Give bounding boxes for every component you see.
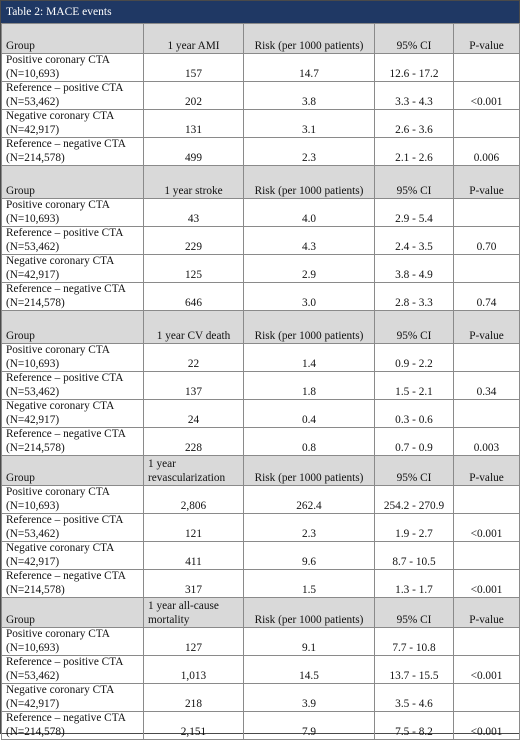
p-value-cell: 0.006: [454, 138, 520, 166]
p-value-cell: [454, 684, 520, 712]
group-name: Positive coronary CTA: [6, 199, 110, 211]
risk-cell: 7.9: [244, 712, 375, 740]
group-cell: [2, 570, 144, 598]
risk-cell: 14.7: [244, 54, 375, 82]
ci-column-header: 95% CI: [375, 456, 454, 486]
group-n: (N=42,917): [6, 268, 60, 281]
outcome-column-header: [144, 311, 244, 344]
group-n: (N=53,462): [6, 385, 60, 398]
events-cell: 229: [144, 227, 244, 255]
ci-column-header: 95% CI: [375, 24, 454, 54]
group-name: Reference – negative CTA: [6, 712, 126, 724]
group-name: Reference – positive CTA: [6, 656, 124, 668]
risk-cell: 3.9: [244, 684, 375, 712]
risk-column-header: Risk (per 1000 patients): [244, 24, 375, 54]
risk-cell: 4.3: [244, 227, 375, 255]
group-cell: [2, 712, 144, 740]
group-n: (N=214,578): [6, 151, 65, 164]
p-value-cell: [454, 255, 520, 283]
group-name: Negative coronary CTA: [6, 400, 115, 412]
table-row: [2, 255, 520, 283]
p-value-cell: [454, 542, 520, 570]
table-row: [2, 712, 520, 740]
risk-cell: 9.1: [244, 628, 375, 656]
outcome-label-line1: 1 year: [148, 458, 176, 470]
risk-cell: 3.8: [244, 82, 375, 110]
risk-cell: 4.0: [244, 199, 375, 227]
risk-cell: 3.0: [244, 283, 375, 311]
outcome-column-header: [144, 24, 244, 54]
outcome-label-line2: revascularization: [148, 471, 226, 484]
group-n: (N=10,693): [6, 641, 60, 654]
events-cell: 646: [144, 283, 244, 311]
events-cell: 125: [144, 255, 244, 283]
group-cell: [2, 372, 144, 400]
outcome-label-line1: 1 year stroke: [164, 184, 223, 197]
p-value-cell: [454, 199, 520, 227]
p-value-cell: [454, 400, 520, 428]
group-name: Reference – positive CTA: [6, 82, 124, 94]
ci-cell: 7.7 - 10.8: [375, 628, 454, 656]
events-cell: 499: [144, 138, 244, 166]
risk-cell: 1.4: [244, 344, 375, 372]
ci-cell: 12.6 - 17.2: [375, 54, 454, 82]
ci-column-header: 95% CI: [375, 311, 454, 344]
outcome-column-header: [144, 456, 244, 486]
group-name: Reference – positive CTA: [6, 227, 124, 239]
ci-cell: 2.9 - 5.4: [375, 199, 454, 227]
group-column-header: Group: [2, 24, 144, 54]
risk-cell: 262.4: [244, 486, 375, 514]
group-n: (N=42,917): [6, 697, 60, 710]
group-cell: [2, 199, 144, 227]
p-value-cell: [454, 344, 520, 372]
events-cell: 317: [144, 570, 244, 598]
section-header-row: [2, 311, 520, 344]
ci-cell: 8.7 - 10.5: [375, 542, 454, 570]
table-row: [2, 344, 520, 372]
p-value-column-header: P-value: [454, 598, 520, 628]
table-row: [2, 400, 520, 428]
ci-cell: 2.6 - 3.6: [375, 110, 454, 138]
events-cell: 2,151: [144, 712, 244, 740]
group-cell: [2, 344, 144, 372]
p-value-column-header: P-value: [454, 24, 520, 54]
risk-cell: 0.4: [244, 400, 375, 428]
group-cell: [2, 227, 144, 255]
group-name: Positive coronary CTA: [6, 486, 110, 498]
p-value-cell: [454, 110, 520, 138]
group-n: (N=42,917): [6, 555, 60, 568]
table-title: Table 2: MACE events: [1, 1, 519, 23]
group-name: Reference – negative CTA: [6, 428, 126, 440]
ci-cell: 0.3 - 0.6: [375, 400, 454, 428]
ci-cell: 0.9 - 2.2: [375, 344, 454, 372]
ci-cell: 1.9 - 2.7: [375, 514, 454, 542]
p-value-cell: [454, 54, 520, 82]
group-n: (N=53,462): [6, 669, 60, 682]
table-row: [2, 684, 520, 712]
group-cell: [2, 400, 144, 428]
table-row: [2, 628, 520, 656]
mace-events-table: [1, 23, 520, 740]
events-cell: 1,013: [144, 656, 244, 684]
group-n: (N=214,578): [6, 583, 65, 596]
table-row: [2, 372, 520, 400]
events-cell: 137: [144, 372, 244, 400]
group-cell: [2, 628, 144, 656]
section-header-row: [2, 24, 520, 54]
ci-cell: 3.3 - 4.3: [375, 82, 454, 110]
ci-cell: 7.5 - 8.2: [375, 712, 454, 740]
group-n: (N=42,917): [6, 413, 60, 426]
group-cell: [2, 82, 144, 110]
p-value-cell: <0.001: [454, 82, 520, 110]
group-name: Positive coronary CTA: [6, 54, 110, 66]
group-name: Negative coronary CTA: [6, 542, 115, 554]
section-header-row: [2, 598, 520, 628]
group-cell: [2, 428, 144, 456]
group-name: Negative coronary CTA: [6, 110, 115, 122]
section-header-row: [2, 456, 520, 486]
risk-cell: 9.6: [244, 542, 375, 570]
p-value-cell: 0.34: [454, 372, 520, 400]
table-row: [2, 82, 520, 110]
ci-cell: 3.8 - 4.9: [375, 255, 454, 283]
ci-column-header: 95% CI: [375, 598, 454, 628]
risk-cell: 14.5: [244, 656, 375, 684]
group-cell: [2, 684, 144, 712]
p-value-column-header: P-value: [454, 456, 520, 486]
p-value-cell: <0.001: [454, 656, 520, 684]
events-cell: 157: [144, 54, 244, 82]
outcome-column-header: [144, 166, 244, 199]
group-column-header: Group: [2, 598, 144, 628]
group-name: Reference – positive CTA: [6, 514, 124, 526]
group-n: (N=10,693): [6, 357, 60, 370]
risk-cell: 0.8: [244, 428, 375, 456]
group-n: (N=214,578): [6, 725, 65, 738]
table-row: [2, 428, 520, 456]
ci-cell: 254.2 - 270.9: [375, 486, 454, 514]
table-row: [2, 283, 520, 311]
outcome-label-line1: 1 year all-cause: [148, 600, 219, 612]
ci-column-header: 95% CI: [375, 166, 454, 199]
ci-cell: 2.1 - 2.6: [375, 138, 454, 166]
p-value-cell: <0.001: [454, 514, 520, 542]
p-value-cell: 0.74: [454, 283, 520, 311]
p-value-cell: [454, 628, 520, 656]
events-cell: 218: [144, 684, 244, 712]
risk-column-header: Risk (per 1000 patients): [244, 166, 375, 199]
table-row: [2, 542, 520, 570]
group-name: Reference – negative CTA: [6, 570, 126, 582]
risk-cell: 2.3: [244, 514, 375, 542]
table-row: [2, 199, 520, 227]
outcome-column-header: [144, 598, 244, 628]
risk-cell: 2.3: [244, 138, 375, 166]
group-cell: [2, 138, 144, 166]
events-cell: 411: [144, 542, 244, 570]
ci-cell: 1.5 - 2.1: [375, 372, 454, 400]
p-value-column-header: P-value: [454, 311, 520, 344]
events-cell: 202: [144, 82, 244, 110]
group-name: Positive coronary CTA: [6, 628, 110, 640]
table-row: [2, 656, 520, 684]
outcome-label-line1: 1 year AMI: [167, 39, 220, 52]
group-n: (N=53,462): [6, 95, 60, 108]
p-value-cell: 0.003: [454, 428, 520, 456]
p-value-cell: <0.001: [454, 570, 520, 598]
risk-column-header: Risk (per 1000 patients): [244, 598, 375, 628]
outcome-label-line1: 1 year CV death: [156, 329, 231, 342]
table-row: [2, 54, 520, 82]
p-value-cell: <0.001: [454, 712, 520, 740]
group-column-header: Group: [2, 456, 144, 486]
table-row: [2, 570, 520, 598]
group-cell: [2, 283, 144, 311]
section-header-row: [2, 166, 520, 199]
table-row: [2, 227, 520, 255]
outcome-label-line2: mortality: [148, 613, 190, 626]
group-cell: [2, 656, 144, 684]
events-cell: 2,806: [144, 486, 244, 514]
p-value-cell: 0.70: [454, 227, 520, 255]
ci-cell: 2.4 - 3.5: [375, 227, 454, 255]
group-n: (N=53,462): [6, 527, 60, 540]
p-value-column-header: P-value: [454, 166, 520, 199]
group-cell: [2, 110, 144, 138]
group-cell: [2, 54, 144, 82]
table-row: [2, 514, 520, 542]
group-name: Reference – negative CTA: [6, 138, 126, 150]
risk-column-header: Risk (per 1000 patients): [244, 456, 375, 486]
events-cell: 121: [144, 514, 244, 542]
risk-column-header: Risk (per 1000 patients): [244, 311, 375, 344]
group-n: (N=10,693): [6, 212, 60, 225]
ci-cell: 3.5 - 4.6: [375, 684, 454, 712]
group-name: Reference – positive CTA: [6, 372, 124, 384]
ci-cell: 2.8 - 3.3: [375, 283, 454, 311]
table-row: [2, 138, 520, 166]
group-cell: [2, 255, 144, 283]
group-cell: [2, 486, 144, 514]
group-name: Negative coronary CTA: [6, 684, 115, 696]
events-cell: 131: [144, 110, 244, 138]
table-row: [2, 110, 520, 138]
risk-cell: 2.9: [244, 255, 375, 283]
events-cell: 43: [144, 199, 244, 227]
events-cell: 228: [144, 428, 244, 456]
group-n: (N=10,693): [6, 67, 60, 80]
group-cell: [2, 514, 144, 542]
group-column-header: Group: [2, 166, 144, 199]
risk-cell: 1.8: [244, 372, 375, 400]
group-n: (N=214,578): [6, 441, 65, 454]
group-n: (N=53,462): [6, 240, 60, 253]
risk-cell: 3.1: [244, 110, 375, 138]
ci-cell: 1.3 - 1.7: [375, 570, 454, 598]
events-cell: 22: [144, 344, 244, 372]
risk-cell: 1.5: [244, 570, 375, 598]
events-cell: 127: [144, 628, 244, 656]
group-name: Positive coronary CTA: [6, 344, 110, 356]
group-cell: [2, 542, 144, 570]
group-n: (N=42,917): [6, 123, 60, 136]
group-n: (N=214,578): [6, 296, 65, 309]
p-value-cell: [454, 486, 520, 514]
table-row: [2, 486, 520, 514]
group-name: Negative coronary CTA: [6, 255, 115, 267]
ci-cell: 13.7 - 15.5: [375, 656, 454, 684]
events-cell: 24: [144, 400, 244, 428]
group-column-header: Group: [2, 311, 144, 344]
group-n: (N=10,693): [6, 499, 60, 512]
ci-cell: 0.7 - 0.9: [375, 428, 454, 456]
group-name: Reference – negative CTA: [6, 283, 126, 295]
